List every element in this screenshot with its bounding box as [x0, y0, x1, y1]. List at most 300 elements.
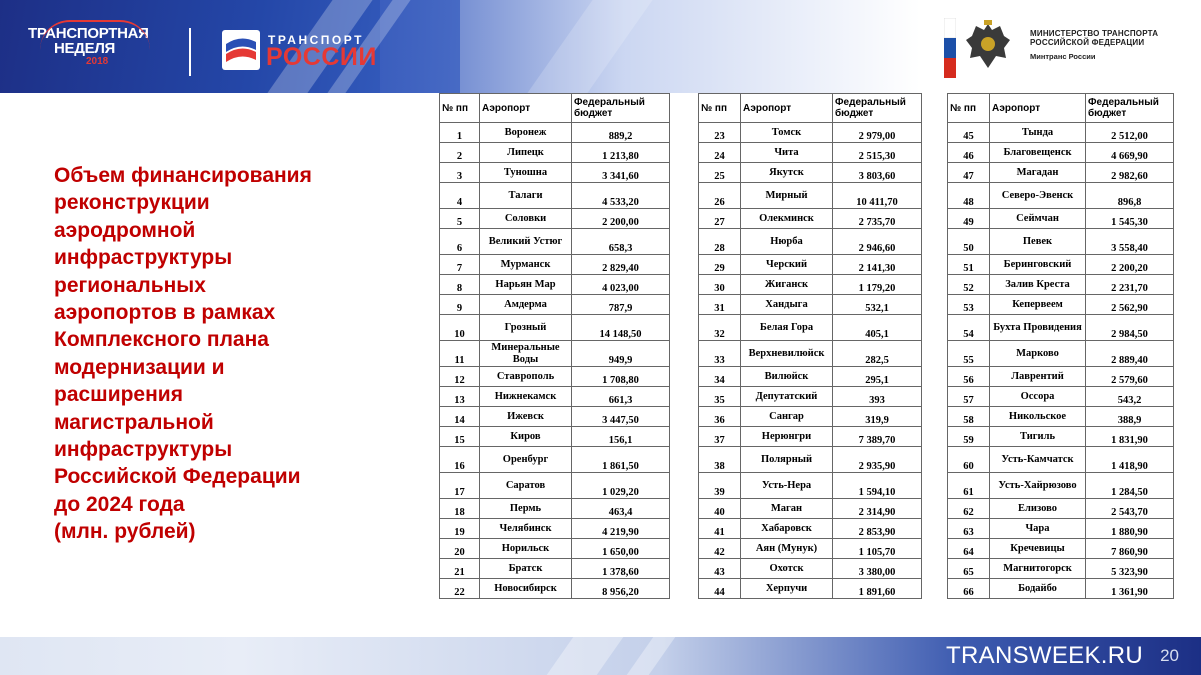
budget-value: 1 880,90: [1086, 519, 1174, 539]
title-line: Комплексного плана: [54, 328, 269, 352]
airport-name: Залив Креста: [990, 275, 1086, 295]
table-row: [948, 519, 1174, 539]
airport-name: Певек: [990, 229, 1086, 255]
airport-name: Черский: [741, 255, 833, 275]
table-row: [948, 209, 1174, 229]
transport-week-logo: [28, 26, 168, 82]
table-row: [948, 143, 1174, 163]
table-row: [699, 295, 922, 315]
budget-value: 7 389,70: [833, 427, 922, 447]
row-number: 32: [699, 315, 741, 341]
airport-name: Усть-Нера: [741, 473, 833, 499]
row-number: 59: [948, 427, 990, 447]
airport-name: Оренбург: [480, 447, 572, 473]
table-row: [440, 407, 670, 427]
title-line: инфраструктуры: [54, 438, 233, 462]
budget-value: 2 979,00: [833, 123, 922, 143]
row-number: 38: [699, 447, 741, 473]
table-row: [440, 447, 670, 473]
budget-value: 393: [833, 387, 922, 407]
row-number: 25: [699, 163, 741, 183]
slide-title: [54, 162, 384, 546]
column-header-number: № пп: [699, 94, 741, 123]
row-number: 43: [699, 559, 741, 579]
airport-name: Ижевск: [480, 407, 572, 427]
airport-name: Киров: [480, 427, 572, 447]
logo-divider: [189, 28, 191, 76]
budget-value: 2 889,40: [1086, 341, 1174, 367]
budget-value: 1 708,80: [572, 367, 670, 387]
row-number: 64: [948, 539, 990, 559]
table-row: [699, 123, 922, 143]
row-number: 34: [699, 367, 741, 387]
budget-value: 2 853,90: [833, 519, 922, 539]
budget-value: 388,9: [1086, 407, 1174, 427]
budget-value: 1 179,20: [833, 275, 922, 295]
airport-name: Депутатский: [741, 387, 833, 407]
budget-value: 8 956,20: [572, 579, 670, 599]
airport-name: Херпучи: [741, 579, 833, 599]
airport-name: Ставрополь: [480, 367, 572, 387]
table-row: [699, 519, 922, 539]
airport-name: Магадан: [990, 163, 1086, 183]
title-line: Объем финансирования: [54, 164, 312, 187]
budget-value: 1 284,50: [1086, 473, 1174, 499]
budget-value: 7 860,90: [1086, 539, 1174, 559]
row-number: 45: [948, 123, 990, 143]
airport-name: Жиганск: [741, 275, 833, 295]
airport-name: Лаврентий: [990, 367, 1086, 387]
column-header-budget: Федеральный бюджет: [572, 94, 670, 123]
table-row: [440, 143, 670, 163]
airport-name: Тында: [990, 123, 1086, 143]
table-row: [440, 367, 670, 387]
table-row: [948, 427, 1174, 447]
row-number: 27: [699, 209, 741, 229]
row-number: 57: [948, 387, 990, 407]
row-number: 53: [948, 295, 990, 315]
table-row: [699, 341, 922, 367]
airports-table-2: [698, 93, 922, 599]
row-number: 52: [948, 275, 990, 295]
airport-name: Бухта Провидения: [990, 315, 1086, 341]
budget-value: 5 323,90: [1086, 559, 1174, 579]
page-number: 20: [1160, 646, 1179, 665]
column-header-airport: Аэропорт: [480, 94, 572, 123]
table-row: [948, 341, 1174, 367]
row-number: 3: [440, 163, 480, 183]
row-number: 20: [440, 539, 480, 559]
airport-name: Аян (Мунук): [741, 539, 833, 559]
budget-value: 787,9: [572, 295, 670, 315]
column-header-airport: Аэропорт: [741, 94, 833, 123]
title-line: до 2024 года: [54, 492, 185, 516]
airport-name: Усть-Камчатск: [990, 447, 1086, 473]
airports-table-1: [439, 93, 670, 599]
table-header-row: [948, 94, 1174, 123]
title-line: инфраструктуры: [54, 246, 233, 270]
ministry-line2: РОССИЙСКОЙ ФЕДЕРАЦИИ: [1030, 38, 1145, 47]
row-number: 66: [948, 579, 990, 599]
row-number: 51: [948, 255, 990, 275]
row-number: 5: [440, 209, 480, 229]
airport-name: Северо-Эвенск: [990, 183, 1086, 209]
table-row: [948, 579, 1174, 599]
row-number: 35: [699, 387, 741, 407]
table-row: [948, 447, 1174, 473]
russian-flag-icon: [944, 18, 956, 78]
row-number: 60: [948, 447, 990, 473]
budget-value: 543,2: [1086, 387, 1174, 407]
airport-name: Нарьян Мар: [480, 275, 572, 295]
table-row: [948, 295, 1174, 315]
row-number: 9: [440, 295, 480, 315]
table-row: [440, 183, 670, 209]
budget-value: 405,1: [833, 315, 922, 341]
title-line: расширения: [54, 383, 183, 407]
title-line: региональных: [54, 273, 206, 297]
budget-value: 1 213,80: [572, 143, 670, 163]
budget-value: 2 314,90: [833, 499, 922, 519]
budget-value: 4 669,90: [1086, 143, 1174, 163]
budget-value: 896,8: [1086, 183, 1174, 209]
table-row: [440, 473, 670, 499]
table-row: [440, 499, 670, 519]
table-row: [948, 539, 1174, 559]
logo-russia-text: РОССИИ: [266, 43, 377, 71]
budget-value: 319,9: [833, 407, 922, 427]
table-row: [699, 275, 922, 295]
airport-name: Оссора: [990, 387, 1086, 407]
airport-name: Туношна: [480, 163, 572, 183]
row-number: 39: [699, 473, 741, 499]
row-number: 47: [948, 163, 990, 183]
row-number: 4: [440, 183, 480, 209]
budget-value: 2 982,60: [1086, 163, 1174, 183]
row-number: 29: [699, 255, 741, 275]
airport-name: Марково: [990, 341, 1086, 367]
table-row: [699, 367, 922, 387]
budget-value: 2 515,30: [833, 143, 922, 163]
table-row: [948, 229, 1174, 255]
row-number: 48: [948, 183, 990, 209]
row-number: 26: [699, 183, 741, 209]
row-number: 1: [440, 123, 480, 143]
row-number: 36: [699, 407, 741, 427]
row-number: 44: [699, 579, 741, 599]
airport-name: Усть-Хайрюзово: [990, 473, 1086, 499]
airport-name: Амдерма: [480, 295, 572, 315]
table-row: [440, 519, 670, 539]
budget-value: 658,3: [572, 229, 670, 255]
budget-value: 4 023,00: [572, 275, 670, 295]
column-header-number: № пп: [948, 94, 990, 123]
budget-value: 1 831,90: [1086, 427, 1174, 447]
coat-of-arms-icon: [964, 18, 1012, 76]
table-row: [948, 387, 1174, 407]
table-row: [440, 123, 670, 143]
table-row: [440, 275, 670, 295]
table-row: [699, 447, 922, 473]
table-row: [699, 183, 922, 209]
airport-name: Мирный: [741, 183, 833, 209]
logo-arc-icon: [40, 20, 150, 50]
budget-value: 2 562,90: [1086, 295, 1174, 315]
table-row: [440, 427, 670, 447]
budget-value: 949,9: [572, 341, 670, 367]
row-number: 41: [699, 519, 741, 539]
budget-value: 2 935,90: [833, 447, 922, 473]
table-row: [699, 427, 922, 447]
budget-value: 2 231,70: [1086, 275, 1174, 295]
footer-bar: [0, 637, 1201, 675]
row-number: 24: [699, 143, 741, 163]
row-number: 10: [440, 315, 480, 341]
table-row: [699, 163, 922, 183]
table-row: [699, 315, 922, 341]
row-number: 61: [948, 473, 990, 499]
table-row: [699, 407, 922, 427]
logo-transport-text: ТРАНСПОРТ: [268, 33, 364, 47]
row-number: 49: [948, 209, 990, 229]
footer-stripe: [627, 637, 676, 675]
budget-value: 2 735,70: [833, 209, 922, 229]
airport-name: Томск: [741, 123, 833, 143]
budget-value: 1 545,30: [1086, 209, 1174, 229]
budget-value: 889,2: [572, 123, 670, 143]
table-row: [440, 163, 670, 183]
table-row: [948, 163, 1174, 183]
row-number: 7: [440, 255, 480, 275]
table-row: [948, 275, 1174, 295]
table-row: [440, 559, 670, 579]
airport-name: Талаги: [480, 183, 572, 209]
table-header-row: [699, 94, 922, 123]
table-row: [948, 315, 1174, 341]
row-number: 55: [948, 341, 990, 367]
table-row: [440, 295, 670, 315]
table-row: [699, 559, 922, 579]
airport-name: Нерюнгри: [741, 427, 833, 447]
airport-name: Магнитогорск: [990, 559, 1086, 579]
airport-name: Минеральные Воды: [480, 341, 572, 367]
airport-name: Новосибирск: [480, 579, 572, 599]
table-row: [699, 539, 922, 559]
budget-value: 1 029,20: [572, 473, 670, 499]
row-number: 15: [440, 427, 480, 447]
budget-value: 463,4: [572, 499, 670, 519]
budget-value: 156,1: [572, 427, 670, 447]
table-row: [948, 559, 1174, 579]
budget-value: 532,1: [833, 295, 922, 315]
airport-name: Вилюйск: [741, 367, 833, 387]
table-row: [440, 315, 670, 341]
footer-website: TRANSWEEK.RU: [946, 642, 1143, 669]
airport-name: Братск: [480, 559, 572, 579]
column-header-budget: Федеральный бюджет: [1086, 94, 1174, 123]
logo-text-line2: НЕДЕЛЯ: [54, 40, 116, 57]
budget-value: 2 579,60: [1086, 367, 1174, 387]
table-row: [948, 473, 1174, 499]
table-header-row: [440, 94, 670, 123]
airport-name: Елизово: [990, 499, 1086, 519]
budget-value: 2 512,00: [1086, 123, 1174, 143]
budget-value: 282,5: [833, 341, 922, 367]
budget-value: 2 543,70: [1086, 499, 1174, 519]
row-number: 42: [699, 539, 741, 559]
row-number: 21: [440, 559, 480, 579]
ministry-line1: МИНИСТЕРСТВО ТРАНСПОРТА: [1030, 29, 1159, 38]
airport-name: Беринговский: [990, 255, 1086, 275]
row-number: 12: [440, 367, 480, 387]
ministry-short-name: Минтранс России: [1030, 52, 1096, 61]
column-header-airport: Аэропорт: [990, 94, 1086, 123]
title-line: (млн. рублей): [54, 520, 196, 544]
budget-value: 3 803,60: [833, 163, 922, 183]
budget-value: 1 594,10: [833, 473, 922, 499]
budget-value: 2 200,00: [572, 209, 670, 229]
row-number: 56: [948, 367, 990, 387]
row-number: 8: [440, 275, 480, 295]
budget-value: 1 861,50: [572, 447, 670, 473]
airport-name: Маган: [741, 499, 833, 519]
airport-name: Грозный: [480, 315, 572, 341]
title-line: аэродромной: [54, 218, 196, 242]
airport-name: Липецк: [480, 143, 572, 163]
table-row: [948, 367, 1174, 387]
row-number: 58: [948, 407, 990, 427]
table-row: [699, 499, 922, 519]
ministry-name: [1030, 29, 1158, 47]
airport-name: Охотск: [741, 559, 833, 579]
row-number: 2: [440, 143, 480, 163]
logo-text-line1: ТРАНСПОРТНАЯ: [28, 25, 149, 42]
airport-name: Пермь: [480, 499, 572, 519]
airport-name: Хандыга: [741, 295, 833, 315]
row-number: 23: [699, 123, 741, 143]
row-number: 16: [440, 447, 480, 473]
row-number: 33: [699, 341, 741, 367]
airport-name: Соловки: [480, 209, 572, 229]
airport-name: Норильск: [480, 539, 572, 559]
budget-value: 4 533,20: [572, 183, 670, 209]
row-number: 13: [440, 387, 480, 407]
budget-value: 2 141,30: [833, 255, 922, 275]
row-number: 28: [699, 229, 741, 255]
airport-name: Никольское: [990, 407, 1086, 427]
row-number: 40: [699, 499, 741, 519]
header-gradient: [380, 0, 920, 93]
airport-name: Тигиль: [990, 427, 1086, 447]
logo-year: 2018: [86, 56, 109, 67]
row-number: 17: [440, 473, 480, 499]
title-line: реконструкции: [54, 191, 210, 215]
table-row: [948, 499, 1174, 519]
table-row: [440, 209, 670, 229]
budget-value: 295,1: [833, 367, 922, 387]
table-row: [440, 387, 670, 407]
budget-value: 2 829,40: [572, 255, 670, 275]
row-number: 37: [699, 427, 741, 447]
table-row: [699, 387, 922, 407]
table-row: [699, 229, 922, 255]
airport-name: Олекминск: [741, 209, 833, 229]
budget-value: 2 984,50: [1086, 315, 1174, 341]
budget-value: 2 200,20: [1086, 255, 1174, 275]
header-banner: [0, 0, 1201, 93]
row-number: 54: [948, 315, 990, 341]
budget-value: 4 219,90: [572, 519, 670, 539]
table-row: [440, 341, 670, 367]
row-number: 65: [948, 559, 990, 579]
airport-name: Воронеж: [480, 123, 572, 143]
airport-name: Нижнекамск: [480, 387, 572, 407]
transport-russia-flag-icon: [222, 30, 260, 70]
budget-value: 1 891,60: [833, 579, 922, 599]
ministry-logo: [944, 14, 1194, 84]
airport-name: Благовещенск: [990, 143, 1086, 163]
row-number: 6: [440, 229, 480, 255]
row-number: 11: [440, 341, 480, 367]
table-row: [699, 143, 922, 163]
airport-name: Сангар: [741, 407, 833, 427]
table-row: [699, 209, 922, 229]
title-line: Российской Федерации: [54, 465, 301, 489]
airport-name: Челябинск: [480, 519, 572, 539]
table-row: [948, 123, 1174, 143]
airport-name: Чита: [741, 143, 833, 163]
airport-name: Сеймчан: [990, 209, 1086, 229]
airport-name: Великий Устюг: [480, 229, 572, 255]
budget-value: 1 650,00: [572, 539, 670, 559]
row-number: 62: [948, 499, 990, 519]
airport-name: Нюрба: [741, 229, 833, 255]
table-row: [440, 255, 670, 275]
airport-name: Бодайбо: [990, 579, 1086, 599]
budget-value: 10 411,70: [833, 183, 922, 209]
table-row: [948, 183, 1174, 209]
airport-name: Белая Гора: [741, 315, 833, 341]
budget-value: 3 447,50: [572, 407, 670, 427]
title-line: аэропортов в рамках: [54, 301, 276, 325]
table-row: [699, 579, 922, 599]
budget-value: 3 558,40: [1086, 229, 1174, 255]
table-row: [699, 473, 922, 499]
row-number: 31: [699, 295, 741, 315]
row-number: 50: [948, 229, 990, 255]
budget-value: 2 946,60: [833, 229, 922, 255]
table-row: [440, 539, 670, 559]
row-number: 14: [440, 407, 480, 427]
budget-value: 14 148,50: [572, 315, 670, 341]
row-number: 19: [440, 519, 480, 539]
budget-value: 3 380,00: [833, 559, 922, 579]
budget-value: 3 341,60: [572, 163, 670, 183]
row-number: 30: [699, 275, 741, 295]
budget-value: 1 361,90: [1086, 579, 1174, 599]
table-row: [948, 407, 1174, 427]
airport-name: Кепервеем: [990, 295, 1086, 315]
airport-name: Полярный: [741, 447, 833, 473]
airport-name: Саратов: [480, 473, 572, 499]
row-number: 46: [948, 143, 990, 163]
table-row: [948, 255, 1174, 275]
row-number: 18: [440, 499, 480, 519]
airport-name: Якутск: [741, 163, 833, 183]
table-row: [699, 255, 922, 275]
footer-stripe: [547, 637, 624, 675]
budget-value: 661,3: [572, 387, 670, 407]
